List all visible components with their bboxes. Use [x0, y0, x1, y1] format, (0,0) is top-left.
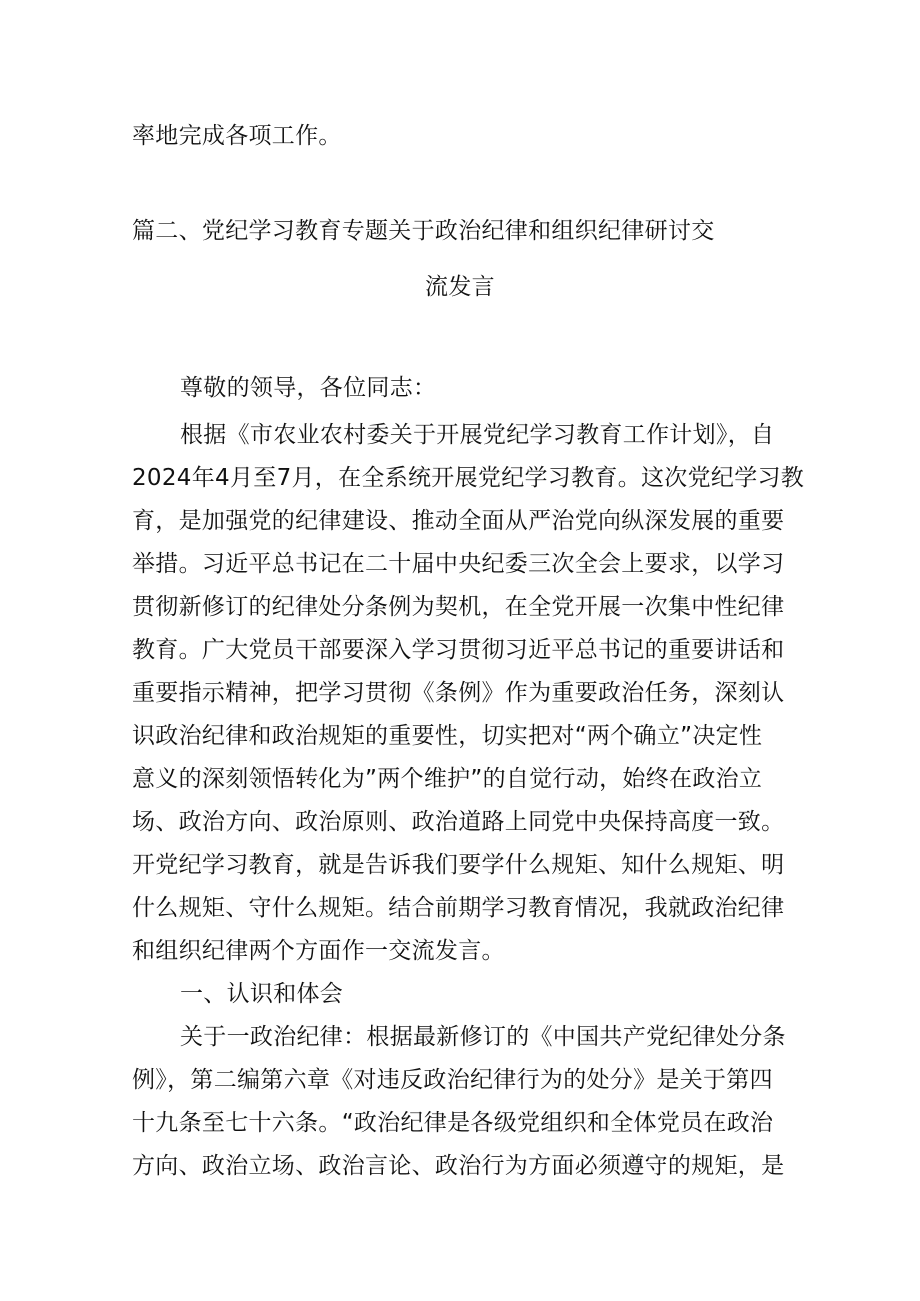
paragraph-1-line: 开党纪学习教育，就是告诉我们要学什么规矩、知什么规矩、明: [132, 852, 785, 878]
paragraph-1-line: 识政治纪律和政治规矩的重要性，切实把对“两个确立”决定性: [132, 723, 763, 749]
paragraph-1-line: 场、政治方向、政治原则、政治道路上同党中央保持高度一致。: [132, 809, 785, 835]
paragraph-1-line: 什么规矩、守什么规矩。结合前期学习教育情况，我就政治纪律: [132, 895, 785, 921]
paragraph-1-line: 举措。习近平总书记在二十届中央纪委三次全会上要求，以学习: [132, 551, 785, 577]
paragraph-1-line: 意义的深刻领悟转化为”两个维护”的自觉行动，始终在政治立: [132, 766, 763, 792]
paragraph-2-line: 十九条至七十六条。“政治纪律是各级党组织和全体党员在政治: [132, 1110, 774, 1136]
paragraph-1-line: 贯彻新修订的纪律处分条例为契机，在全党开展一次集中性纪律: [132, 594, 785, 620]
paragraph-1-line: 2024年4月至7月，在全系统开展党纪学习教育。这次党纪学习教: [132, 465, 805, 491]
paragraph-1-line: 育，是加强党的纪律建设、推动全面从严治党向纵深发展的重要: [132, 508, 785, 534]
paragraph-1-line: 教育。广大党员干部要深入学习贯彻习近平总书记的重要讲话和: [132, 637, 785, 663]
document-title-line-1: 篇二、党纪学习教育专题关于政治纪律和组织纪律研讨交: [132, 218, 715, 244]
paragraph-1-line: 重要指示精神，把学习贯彻《条例》作为重要政治任务，深刻认: [132, 680, 785, 706]
intro-tail-text: 率地完成各项工作。: [132, 123, 342, 149]
paragraph-1-line: 和组织纪律两个方面作一交流发言。: [132, 938, 505, 964]
document-title-line-2: 流发言: [425, 274, 495, 300]
section-heading: 一、认识和体会: [180, 981, 344, 1007]
salutation: 尊敬的领导，各位同志：: [180, 375, 437, 401]
paragraph-2-line: 关于一政治纪律：根据最新修订的《中国共产党纪律处分条: [180, 1024, 786, 1050]
paragraph-2-line: 方向、政治立场、政治言论、政治行为方面必须遵守的规矩，是: [132, 1153, 785, 1179]
paragraph-1-line: 根据《市农业农村委关于开展党纪学习教育工作计划》，自: [180, 422, 775, 448]
paragraph-2-line: 例》，第二编第六章《对违反政治纪律行为的处分》是关于第四: [132, 1067, 773, 1093]
